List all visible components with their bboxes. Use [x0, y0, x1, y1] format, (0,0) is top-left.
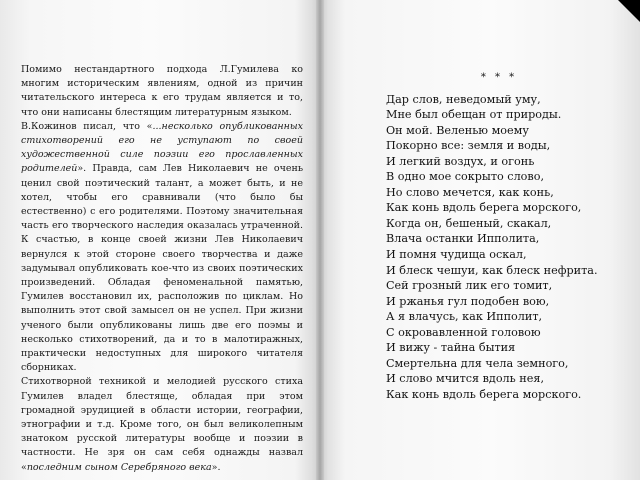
- poem-line: И блеск чешуи, как блеск нефрита.: [386, 263, 598, 277]
- poem-line: В одно мое сокрыто слово,: [386, 170, 545, 184]
- poem-ornament: * * *: [480, 72, 518, 83]
- poem-line: Но слово мечется, как конь,: [386, 185, 554, 199]
- poem-line: С окровавленной головою: [386, 325, 541, 339]
- poem-line: И ржанья гул подобен вою,: [386, 294, 550, 308]
- poem-line: И вижу - тайна бытия: [386, 341, 516, 355]
- right-page: [320, 0, 640, 480]
- poem-line: И легкий воздух, и огонь: [386, 154, 535, 168]
- text-segment: Стихотворной техникой и мелодией русского стиха Гумилев владел блестяще, обладая при этом громадной эрудицией в области истории, географии, этнографии и т.д. Кроме того, он был великолепным знатоком русской литературы вообще и поэзии в частности. Не зря он сам себя однажды назвал «: [21, 376, 303, 473]
- poem-line: Как конь вдоль берега морского,: [386, 201, 582, 215]
- text-segment: В.Кожинов писал, что «: [21, 120, 153, 132]
- poem-line: И помня чудища оскал,: [386, 248, 527, 262]
- poem: [386, 70, 626, 402]
- poem-line: Он мой. Веленью моему: [386, 123, 529, 137]
- poem-line: Когда он, бешеный, скакал,: [386, 216, 552, 230]
- poem-line: Дар слов, неведомый уму,: [386, 92, 541, 106]
- paragraph: [21, 375, 303, 474]
- text-segment: ». Правда, сам Лев Николаевич не очень ценил свой поэтический талант, а может быть, и не хотел, чтобы его сравнивали (что было бы естественно) с его родителями. Поэтому значительная часть его творческого наследия оказалась утраченной. К счастью, в конце своей жизни Лев Николаевич вернулся к этой стороне своего творчества и даже задумывал опубликовать кое-что из своих поэтических произведений. Обладая феноменальной памятью, Гумилев восстановил их, расположив по циклам. Но выполнить этот свой замысел он не успел. При жизни ученого были опубликованы лишь две его поэмы и несколько стихотворений, да и то в малотиражных, практически недоступных для широкого читателя сборниках.: [21, 163, 303, 374]
- paragraph: [21, 120, 303, 376]
- poem-line: Сей грозный лик его томит,: [386, 279, 553, 293]
- page-corner: [618, 0, 640, 22]
- poem-line: Как конь вдоль берега морского.: [386, 387, 582, 401]
- poem-line: Покорно все: земля и воды,: [386, 139, 551, 153]
- book-spine-fold: [316, 0, 324, 480]
- italic-quote: ...несколько опубликованных стихотворений его не уступают по своей художественной силе поэзии его прославленных родителей: [21, 120, 304, 175]
- poem-lines: [386, 92, 626, 403]
- poem-line: А я влачусь, как Ипполит,: [386, 310, 543, 324]
- poem-line: Мне был обещан от природы.: [386, 108, 562, 122]
- poem-line: Смертельна для чела земного,: [386, 356, 569, 370]
- paragraph: [21, 63, 303, 120]
- poem-line: Влача останки Ипполита,: [386, 232, 540, 246]
- poem-line: И слово мчится вдоль нея,: [386, 372, 545, 386]
- text-segment: Помимо нестандартного подхода Л.Гумилева ко многим историческим явлениям, одной из причин читательского интереса к его трудам является и то, что они написаны блестящим литературным языком.: [21, 64, 303, 118]
- italic-quote: последним сыном Серебряного века: [26, 461, 212, 473]
- text-segment: ».: [211, 461, 221, 473]
- left-page-text: [21, 63, 303, 475]
